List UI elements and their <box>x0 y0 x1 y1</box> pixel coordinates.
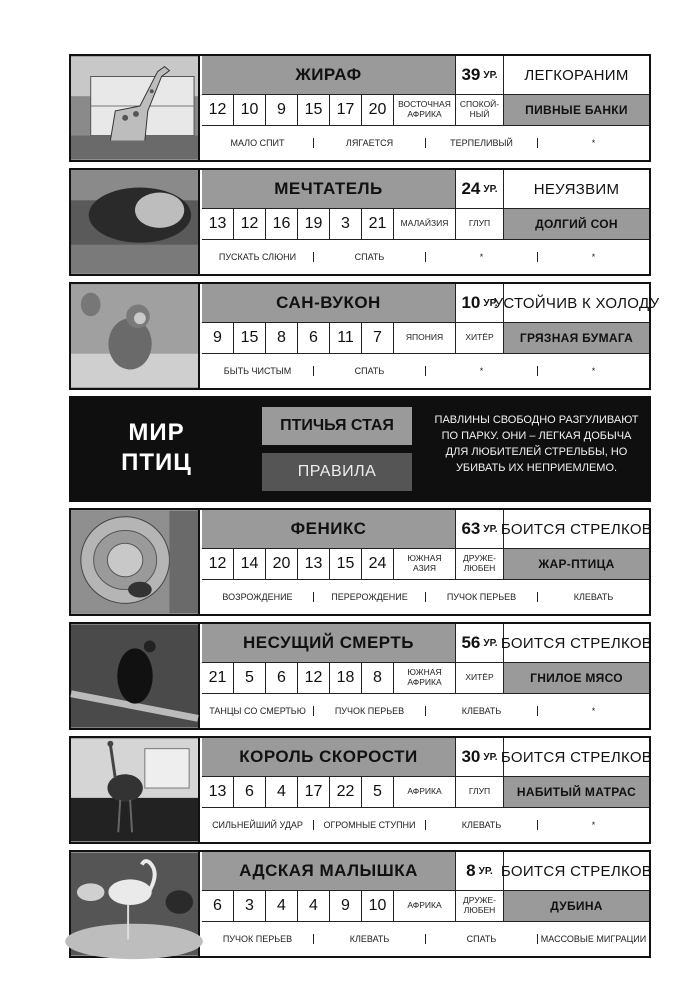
giraffe-photo <box>71 56 200 160</box>
ability-cell: ЛЯГАЕТСЯ <box>314 138 426 148</box>
abilities-row <box>202 354 649 388</box>
animal-level <box>456 170 504 209</box>
level-value: 39 <box>461 65 481 84</box>
level-unit: УР. <box>483 751 498 763</box>
stat-value: 10 <box>362 891 394 922</box>
ability-cell: МАЛО СПИТ <box>202 138 314 148</box>
animal-gear: ПИВНЫЕ БАНКИ <box>504 95 649 126</box>
animal-trait: БОИТСЯ СТРЕЛКОВ <box>504 852 649 891</box>
stat-value: 12 <box>298 663 330 694</box>
stat-value: 13 <box>298 549 330 580</box>
stat-value: 13 <box>202 777 234 808</box>
banner-title-line2: ПТИЦ <box>121 449 192 476</box>
abilities-row <box>202 240 649 274</box>
stat-value: 4 <box>266 777 298 808</box>
animal-gear: НАБИТЫЙ МАТРАС <box>504 777 649 808</box>
level-unit: УР. <box>483 637 498 649</box>
card-grid <box>202 852 653 956</box>
animal-card <box>69 850 651 958</box>
stat-value: 19 <box>298 209 330 240</box>
animal-temper: ГЛУП <box>456 209 504 240</box>
stat-value: 20 <box>266 549 298 580</box>
animal-region: МАЛАЙЗИЯ <box>394 209 456 240</box>
animal-card <box>69 622 651 730</box>
animal-name: ФЕНИКС <box>202 510 456 549</box>
ability-cell: ПУЧОК ПЕРЬЕВ <box>426 592 538 602</box>
stat-value: 5 <box>362 777 394 808</box>
animal-trait: БОИТСЯ СТРЕЛКОВ <box>504 738 649 777</box>
animal-region: АФРИКА <box>394 891 456 922</box>
animal-region: ЮЖНАЯ АЗИЯ <box>394 549 456 580</box>
animal-temper: ДРУЖЕ-ЛЮБЕН <box>456 891 504 922</box>
ability-cell: ПУЧОК ПЕРЬЕВ <box>202 934 314 944</box>
ability-cell: КЛЕВАТЬ <box>314 934 426 944</box>
animal-trait: ЛЕГКОРАНИМ <box>504 56 649 95</box>
card-grid <box>202 284 660 388</box>
animal-card <box>69 168 651 276</box>
tapir-photo <box>71 170 200 274</box>
rules-label: ПРАВИЛА <box>262 453 412 491</box>
stat-value: 6 <box>266 663 298 694</box>
stat-value: 15 <box>330 549 362 580</box>
stat-value: 9 <box>330 891 362 922</box>
animal-trait: НЕУЯЗВИМ <box>504 170 649 209</box>
stat-value: 16 <box>266 209 298 240</box>
ability-cell: ОГРОМНЫЕ СТУПНИ <box>314 820 426 830</box>
animal-card <box>69 54 651 162</box>
ability-cell: * <box>591 366 596 376</box>
abilities-row <box>202 922 649 956</box>
stat-value: 22 <box>330 777 362 808</box>
abilities-row <box>202 126 649 160</box>
animal-temper: ХИТЁР <box>456 323 504 354</box>
flamingo-photo <box>71 852 200 956</box>
stat-value: 21 <box>362 209 394 240</box>
ability-cell: * <box>591 138 596 148</box>
animal-level <box>456 510 504 549</box>
animal-temper: ХИТЁР <box>456 663 504 694</box>
animal-level <box>456 738 504 777</box>
stat-value: 10 <box>234 95 266 126</box>
ability-cell: ПУСКАТЬ СЛЮНИ <box>202 252 314 262</box>
animal-gear: ГНИЛОЕ МЯСО <box>504 663 649 694</box>
ability-cell: КЛЕВАТЬ <box>426 706 538 716</box>
bird-flock-label: ПТИЧЬЯ СТАЯ <box>262 407 412 445</box>
animal-name: ЖИРАФ <box>202 56 456 95</box>
stat-value: 9 <box>202 323 234 354</box>
stat-value: 20 <box>362 95 394 126</box>
stat-value: 14 <box>234 549 266 580</box>
animal-temper: ДРУЖЕ-ЛЮБЕН <box>456 549 504 580</box>
card-grid <box>202 56 649 160</box>
level-value: 56 <box>461 633 481 652</box>
level-value: 8 <box>466 861 476 880</box>
stat-value: 5 <box>234 663 266 694</box>
stat-value: 4 <box>298 891 330 922</box>
stat-value: 12 <box>234 209 266 240</box>
abilities-row <box>202 694 649 728</box>
animal-trait: БОИТСЯ СТРЕЛКОВ <box>504 624 649 663</box>
ability-cell: СИЛЬНЕЙШИЙ УДАР <box>202 820 314 830</box>
level-unit: УР. <box>478 865 493 877</box>
monkey-photo <box>71 284 200 388</box>
animal-region: ЯПОНИЯ <box>394 323 456 354</box>
animal-gear: ЖАР-ПТИЦА <box>504 549 649 580</box>
animal-level <box>456 852 504 891</box>
ability-cell: СПАТЬ <box>314 252 426 262</box>
stat-value: 11 <box>330 323 362 354</box>
ability-cell: СПАТЬ <box>426 934 538 944</box>
stat-value: 8 <box>266 323 298 354</box>
stat-value: 6 <box>234 777 266 808</box>
animal-name: КОРОЛЬ СКОРОСТИ <box>202 738 456 777</box>
level-unit: УР. <box>483 523 498 535</box>
ability-cell: ВОЗРОЖДЕНИЕ <box>202 592 314 602</box>
level-unit: УР. <box>483 297 498 309</box>
abilities-row <box>202 808 649 842</box>
animal-temper: СПОКОЙ-НЫЙ <box>456 95 504 126</box>
card-grid <box>202 170 649 274</box>
ability-cell: * <box>591 252 596 262</box>
ability-cell: ТАНЦЫ СО СМЕРТЬЮ <box>202 706 314 716</box>
level-value: 63 <box>461 519 481 538</box>
ostrich-photo <box>71 738 200 842</box>
ability-cell: ПЕРЕРОЖДЕНИЕ <box>314 592 426 602</box>
stat-value: 12 <box>202 549 234 580</box>
animal-name: МЕЧТАТЕЛЬ <box>202 170 456 209</box>
level-value: 10 <box>461 293 481 312</box>
stat-value: 21 <box>202 663 234 694</box>
ability-cell: СПАТЬ <box>314 366 426 376</box>
ability-cell: БЫТЬ ЧИСТЫМ <box>202 366 314 376</box>
animal-name: САН-ВУКОН <box>202 284 456 323</box>
animal-trait: УСТОЙЧИВ К ХОЛОДУ <box>504 284 649 323</box>
stat-value: 7 <box>362 323 394 354</box>
stat-value: 15 <box>298 95 330 126</box>
ability-cell: КЛЕВАТЬ <box>573 592 614 602</box>
stat-value: 9 <box>266 95 298 126</box>
ability-cell: ПУЧОК ПЕРЬЕВ <box>314 706 426 716</box>
abilities-row <box>202 580 649 614</box>
ability-cell: * <box>426 252 538 262</box>
animal-gear: ГРЯЗНАЯ БУМАГА <box>504 323 649 354</box>
card-grid <box>202 510 653 614</box>
level-unit: УР. <box>483 183 498 195</box>
ability-cell: МАССОВЫЕ МИГРАЦИИ <box>540 934 647 944</box>
animal-region: ВОСТОЧНАЯ АФРИКА <box>394 95 456 126</box>
ability-cell: КЛЕВАТЬ <box>426 820 538 830</box>
stat-value: 18 <box>330 663 362 694</box>
ability-cell: * <box>426 366 538 376</box>
rules-text: ПАВЛИНЫ СВОБОДНО РАЗГУЛИВАЮТ ПО ПАРКУ. ОНИ – ЛЕГКАЯ ДОБЫЧА ДЛЯ ЛЮБИТЕЛЕЙ СТРЕЛЬБЫ, НО УБИВАТЬ ИХ НЕПРИЕМЛЕМО. <box>434 414 639 474</box>
animal-region: АФРИКА <box>394 777 456 808</box>
stat-value: 12 <box>202 95 234 126</box>
stat-value: 3 <box>330 209 362 240</box>
stat-value: 17 <box>330 95 362 126</box>
animal-name: АДСКАЯ МАЛЫШКА <box>202 852 456 891</box>
animal-gear: ДОЛГИЙ СОН <box>504 209 649 240</box>
animal-name: НЕСУЩИЙ СМЕРТЬ <box>202 624 456 663</box>
stat-value: 15 <box>234 323 266 354</box>
card-grid <box>202 624 653 728</box>
banner-title <box>89 418 224 478</box>
animal-level <box>456 56 504 95</box>
stat-value: 3 <box>234 891 266 922</box>
stat-value: 4 <box>266 891 298 922</box>
stat-value: 17 <box>298 777 330 808</box>
stat-value: 24 <box>362 549 394 580</box>
animal-gear: ДУБИНА <box>504 891 649 922</box>
level-value: 24 <box>461 179 481 198</box>
animal-card <box>69 736 651 844</box>
animal-card <box>69 282 660 390</box>
animal-card <box>69 508 651 616</box>
peacock-photo <box>71 510 200 614</box>
stat-value: 6 <box>298 323 330 354</box>
stat-value: 6 <box>202 891 234 922</box>
birds-world-banner <box>69 396 651 502</box>
vulture-photo <box>71 624 200 728</box>
ability-cell: * <box>591 820 596 830</box>
card-grid <box>202 738 653 842</box>
level-unit: УР. <box>483 69 498 81</box>
animal-trait: БОИТСЯ СТРЕЛКОВ <box>504 510 649 549</box>
animal-temper: ГЛУП <box>456 777 504 808</box>
banner-title-line1: МИР <box>128 419 185 446</box>
ability-cell: ТЕРПЕЛИВЫЙ <box>426 138 538 148</box>
animal-level <box>456 624 504 663</box>
stat-value: 13 <box>202 209 234 240</box>
animal-region: ЮЖНАЯ АФРИКА <box>394 663 456 694</box>
ability-cell: * <box>591 706 596 716</box>
level-value: 30 <box>461 747 481 766</box>
stat-value: 8 <box>362 663 394 694</box>
